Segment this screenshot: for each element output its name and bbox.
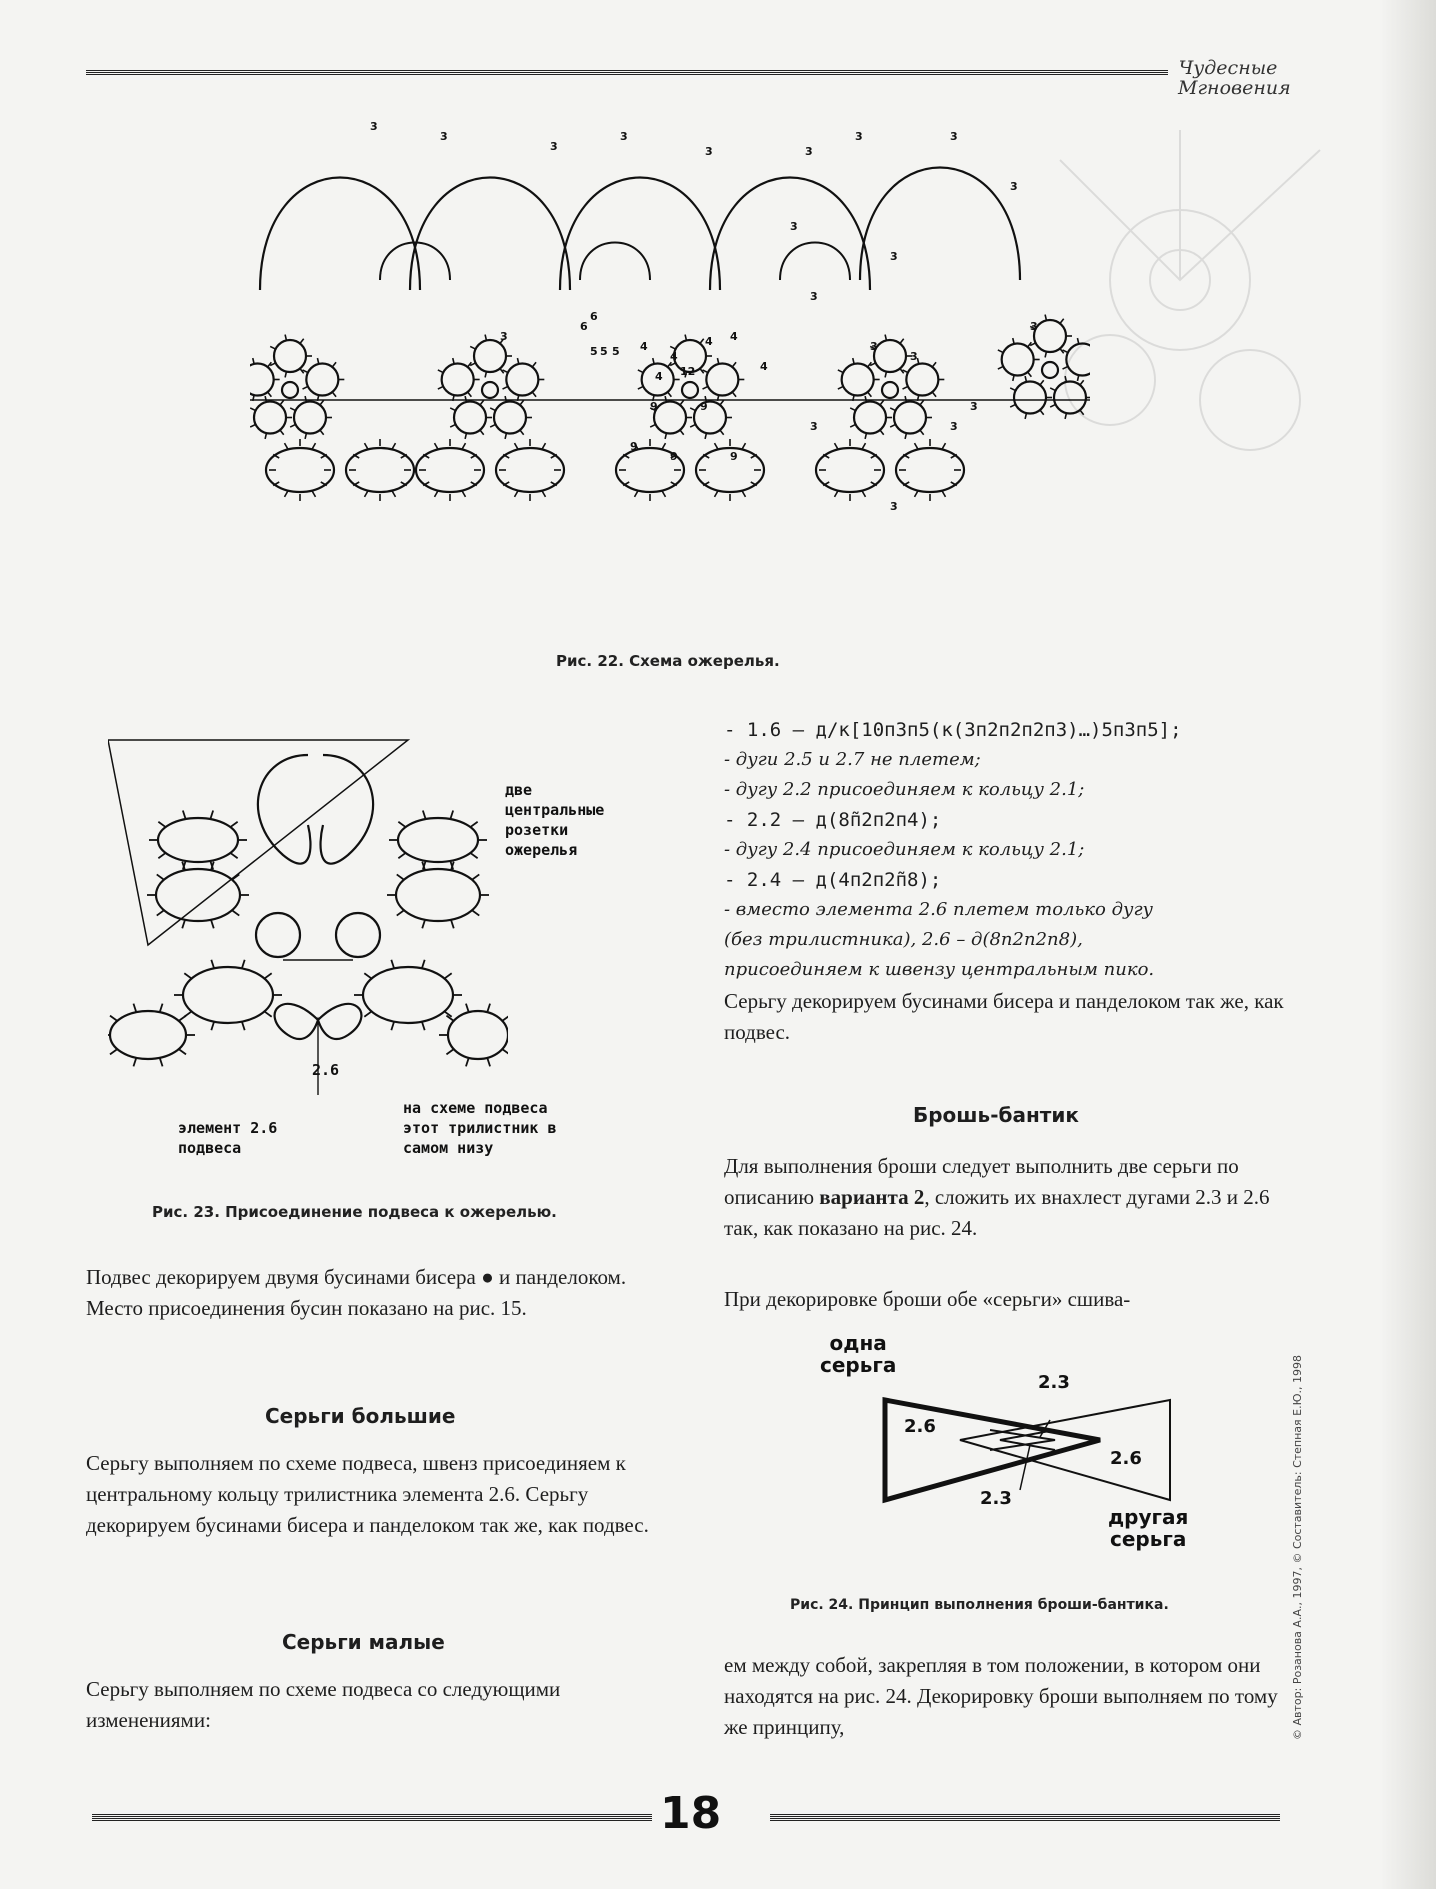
picot-mark xyxy=(110,1049,117,1054)
picot-mark xyxy=(422,920,425,929)
left-para-2 xyxy=(86,1448,656,1541)
fig22-number-label: 3 xyxy=(1030,320,1038,333)
magazine-logo xyxy=(1178,57,1291,99)
header-rule xyxy=(86,70,1168,76)
right-para-2 xyxy=(724,1151,1284,1244)
picot-mark xyxy=(179,1016,186,1021)
picot-mark xyxy=(210,811,213,820)
fig22-number-label: 4 xyxy=(670,350,678,363)
fig22-number-label: 3 xyxy=(890,250,898,263)
page-number: 18 xyxy=(660,1788,722,1839)
earring-decoration-text: Серьгу декорируем бусинами бисера и панделоком так же, как подвес. xyxy=(724,989,1284,1044)
brooch-text-end: , сложить их внахлест дугами 2.3 и 2.6 так, как показано на рис. 24. xyxy=(724,1185,1270,1240)
heading-brooch: Брошь-бантик xyxy=(913,1103,1079,1127)
picot-mark xyxy=(450,811,453,820)
picot-mark xyxy=(230,822,237,827)
fig22-number-label: 3 xyxy=(500,330,508,343)
picot-mark xyxy=(470,822,477,827)
fig22-number-label: 3 xyxy=(855,130,863,143)
picot-mark xyxy=(466,1004,469,1013)
picot-mark xyxy=(502,1016,508,1021)
fig22-number-label: 6 xyxy=(580,320,588,333)
list-item: - 2.2 – д(8п̃2п2п4); xyxy=(724,809,942,831)
picot-mark xyxy=(157,874,164,879)
fig22-number-label: 3 xyxy=(910,350,918,363)
picot-mark xyxy=(184,973,191,978)
left-para-3 xyxy=(86,1674,656,1736)
fig22-number-label: 5 xyxy=(600,345,608,358)
fig24-label-26b: 2.6 xyxy=(1110,1448,1142,1469)
picot-mark xyxy=(423,811,426,820)
list-item: - 2.4 – д(4п2п2п̃8); xyxy=(724,869,942,891)
picot-mark xyxy=(158,822,165,827)
picot-mark xyxy=(179,1049,186,1054)
fig22-number-label: 3 xyxy=(810,420,818,433)
picot-mark xyxy=(264,973,271,978)
list-item: - 1.6 – д/к[10п3п5(к(3п2п2п2п3)…)5п3п5]; xyxy=(724,719,1182,741)
picot-mark xyxy=(110,1016,117,1021)
picot-mark xyxy=(183,811,186,820)
picot-mark xyxy=(472,874,479,879)
fig23-label-26: 2.6 xyxy=(312,1061,340,1079)
picot-mark xyxy=(397,910,404,915)
right-para-1 xyxy=(724,986,1284,1048)
picot-mark xyxy=(211,960,214,969)
list-item: - дугу 2.4 присоединяем к кольцу 2.1; xyxy=(724,839,1085,860)
fig22-number-label: 3 xyxy=(705,145,713,158)
fig22-number-label: 3 xyxy=(970,400,978,413)
fig22-caption: Рис. 22. Схема ожерелья. xyxy=(556,652,780,670)
picot-mark xyxy=(133,1004,136,1013)
picot-mark xyxy=(446,1049,453,1054)
picot-mark xyxy=(444,973,451,978)
picot-mark xyxy=(230,853,237,858)
picot-mark xyxy=(242,960,245,969)
picot-mark xyxy=(398,853,405,858)
fig22-number-label: 9 xyxy=(670,450,678,463)
fig22-number-label: 12 xyxy=(680,365,696,378)
heading-big-earrings: Серьги большие xyxy=(265,1404,456,1428)
list-item: присоединяем к швензу центральным пико. xyxy=(724,959,1155,980)
fig23-label-element: элемент 2.6 подвеса xyxy=(178,1119,278,1157)
fig24-label-26a: 2.6 xyxy=(904,1416,936,1437)
fig22-number-label: 3 xyxy=(550,140,558,153)
picot-mark xyxy=(242,1022,245,1031)
page-edge-shadow xyxy=(1380,0,1436,1889)
fig24-label-23a: 2.3 xyxy=(1038,1372,1070,1393)
fig22-number-label: 5 xyxy=(590,345,598,358)
picot-mark xyxy=(264,1011,271,1016)
picot-mark xyxy=(422,960,425,969)
fig23-label-rosettes: две центральные розетки ожерелья xyxy=(505,781,605,859)
picot-mark xyxy=(487,1004,490,1013)
picot-mark xyxy=(160,1004,163,1013)
picot-mark xyxy=(397,874,404,879)
logo-line-2: Мгновения xyxy=(1178,77,1291,99)
picot-mark xyxy=(391,1022,394,1031)
fig22-number-label: 9 xyxy=(630,440,638,453)
picot-mark xyxy=(422,1022,425,1031)
list-item: - дуги 2.5 и 2.7 не плетем; xyxy=(724,749,981,770)
fig22-number-label: 9 xyxy=(730,450,738,463)
picot-mark xyxy=(157,910,164,915)
brooch-text-start: Для выполнения броши следует выполнить две серьги по описанию xyxy=(724,1154,1239,1209)
fig22-number-label: 3 xyxy=(620,130,628,143)
fig22-number-label: 9 xyxy=(700,400,708,413)
left-para-1 xyxy=(86,1262,656,1324)
big-earrings-text: Серьгу выполняем по схеме подвеса, швенз присоединяем к центральному кольцу трилистника элемента 2.6. Серьгу декорируем бусинами бисера и панделоком так же, как подвес. xyxy=(86,1451,649,1537)
list-item: - дугу 2.2 присоединяем к кольцу 2.1; xyxy=(724,779,1085,800)
brooch-text xyxy=(724,1151,1284,1244)
small-earrings-text: Серьгу выполняем по схеме подвеса со следующими изменениями: xyxy=(86,1677,561,1732)
picot-mark xyxy=(211,1022,214,1031)
heading-small-earrings: Серьги малые xyxy=(282,1630,445,1654)
fig22-number-label: 4 xyxy=(655,370,663,383)
list-item: (без трилистника), 2.6 – д(8п2п2п8), xyxy=(724,929,1083,950)
fig22-number-label: 4 xyxy=(730,330,738,343)
pendant-connection-figure xyxy=(108,735,508,1095)
picot-mark xyxy=(472,910,479,915)
fig22-number-label: 3 xyxy=(870,340,878,353)
picot-mark xyxy=(398,822,405,827)
list-item: - вместо элемента 2.6 плетем только дугу xyxy=(724,899,1153,920)
picot-mark xyxy=(133,1058,136,1067)
fig24-label-one: одна серьга xyxy=(820,1331,897,1377)
picot-mark xyxy=(451,920,454,929)
brooch-decoration-text: При декорировке броши обе «серьги» сшива- xyxy=(724,1287,1131,1311)
picot-mark xyxy=(364,973,371,978)
picot-mark xyxy=(158,853,165,858)
pendant-decoration-text: Подвес декорируем двумя бусинами бисера ● и панделоком. Место присоединения бусин показано на рис. 15. xyxy=(86,1265,627,1320)
fig22-number-label: 3 xyxy=(950,420,958,433)
fig23-label-trefoil: на схеме подвеса этот трилистник в самом низу xyxy=(403,1099,557,1157)
fig22-number-label: 4 xyxy=(760,360,768,373)
fig22-number-label: 3 xyxy=(805,145,813,158)
fig22-number-label: 3 xyxy=(440,130,448,143)
right-para-3 xyxy=(724,1284,1284,1315)
fig22-number-label: 4 xyxy=(705,335,713,348)
brooch-final-text: ем между собой, закрепляя в том положении, в котором они находятся на рис. 24. Декорировку броши выполняем по тому же принципу, xyxy=(724,1653,1278,1739)
fig22-number-label: 6 xyxy=(590,310,598,323)
picot-mark xyxy=(211,920,214,929)
fig24-label-23b: 2.3 xyxy=(980,1488,1012,1509)
fig24-label-other: другая серьга xyxy=(1108,1505,1189,1551)
picot-mark xyxy=(487,1058,490,1067)
picot-mark xyxy=(502,1049,508,1054)
fig22-number-label: 3 xyxy=(950,130,958,143)
fig22-number-label: 3 xyxy=(890,500,898,513)
fig22-number-label: 3 xyxy=(790,220,798,233)
brooch-text-bold: варианта 2 xyxy=(819,1185,925,1209)
picot-mark xyxy=(232,910,239,915)
fig23-caption: Рис. 23. Присоединение подвеса к ожерелью. xyxy=(152,1203,557,1221)
footer-rule-left xyxy=(92,1814,652,1822)
footer-rule-right xyxy=(770,1814,1280,1822)
necklace-schema-figure xyxy=(250,110,1090,630)
logo-line-1: Чудесные xyxy=(1178,57,1278,79)
fig22-number-label: 5 xyxy=(612,345,620,358)
right-para-4 xyxy=(724,1650,1284,1743)
fig22-number-label: 3 xyxy=(370,120,378,133)
fig22-number-label: 4 xyxy=(640,340,648,353)
fig22-number-label: 9 xyxy=(650,400,658,413)
picot-mark xyxy=(391,960,394,969)
fig24-caption: Рис. 24. Принцип выполнения броши-бантика. xyxy=(790,1597,1169,1613)
picot-mark xyxy=(466,1058,469,1067)
copyright-vertical: © Автор: Розанова А.А., 1997, © Составитель: Степная Е.Ю., 1998 xyxy=(1291,1355,1304,1740)
fig22-number-label: 3 xyxy=(810,290,818,303)
picot-mark xyxy=(160,1058,163,1067)
fig22-number-label: 3 xyxy=(1010,180,1018,193)
changes-list xyxy=(724,715,1182,985)
picot-mark xyxy=(182,920,185,929)
picot-mark xyxy=(470,853,477,858)
picot-mark xyxy=(364,1011,371,1016)
